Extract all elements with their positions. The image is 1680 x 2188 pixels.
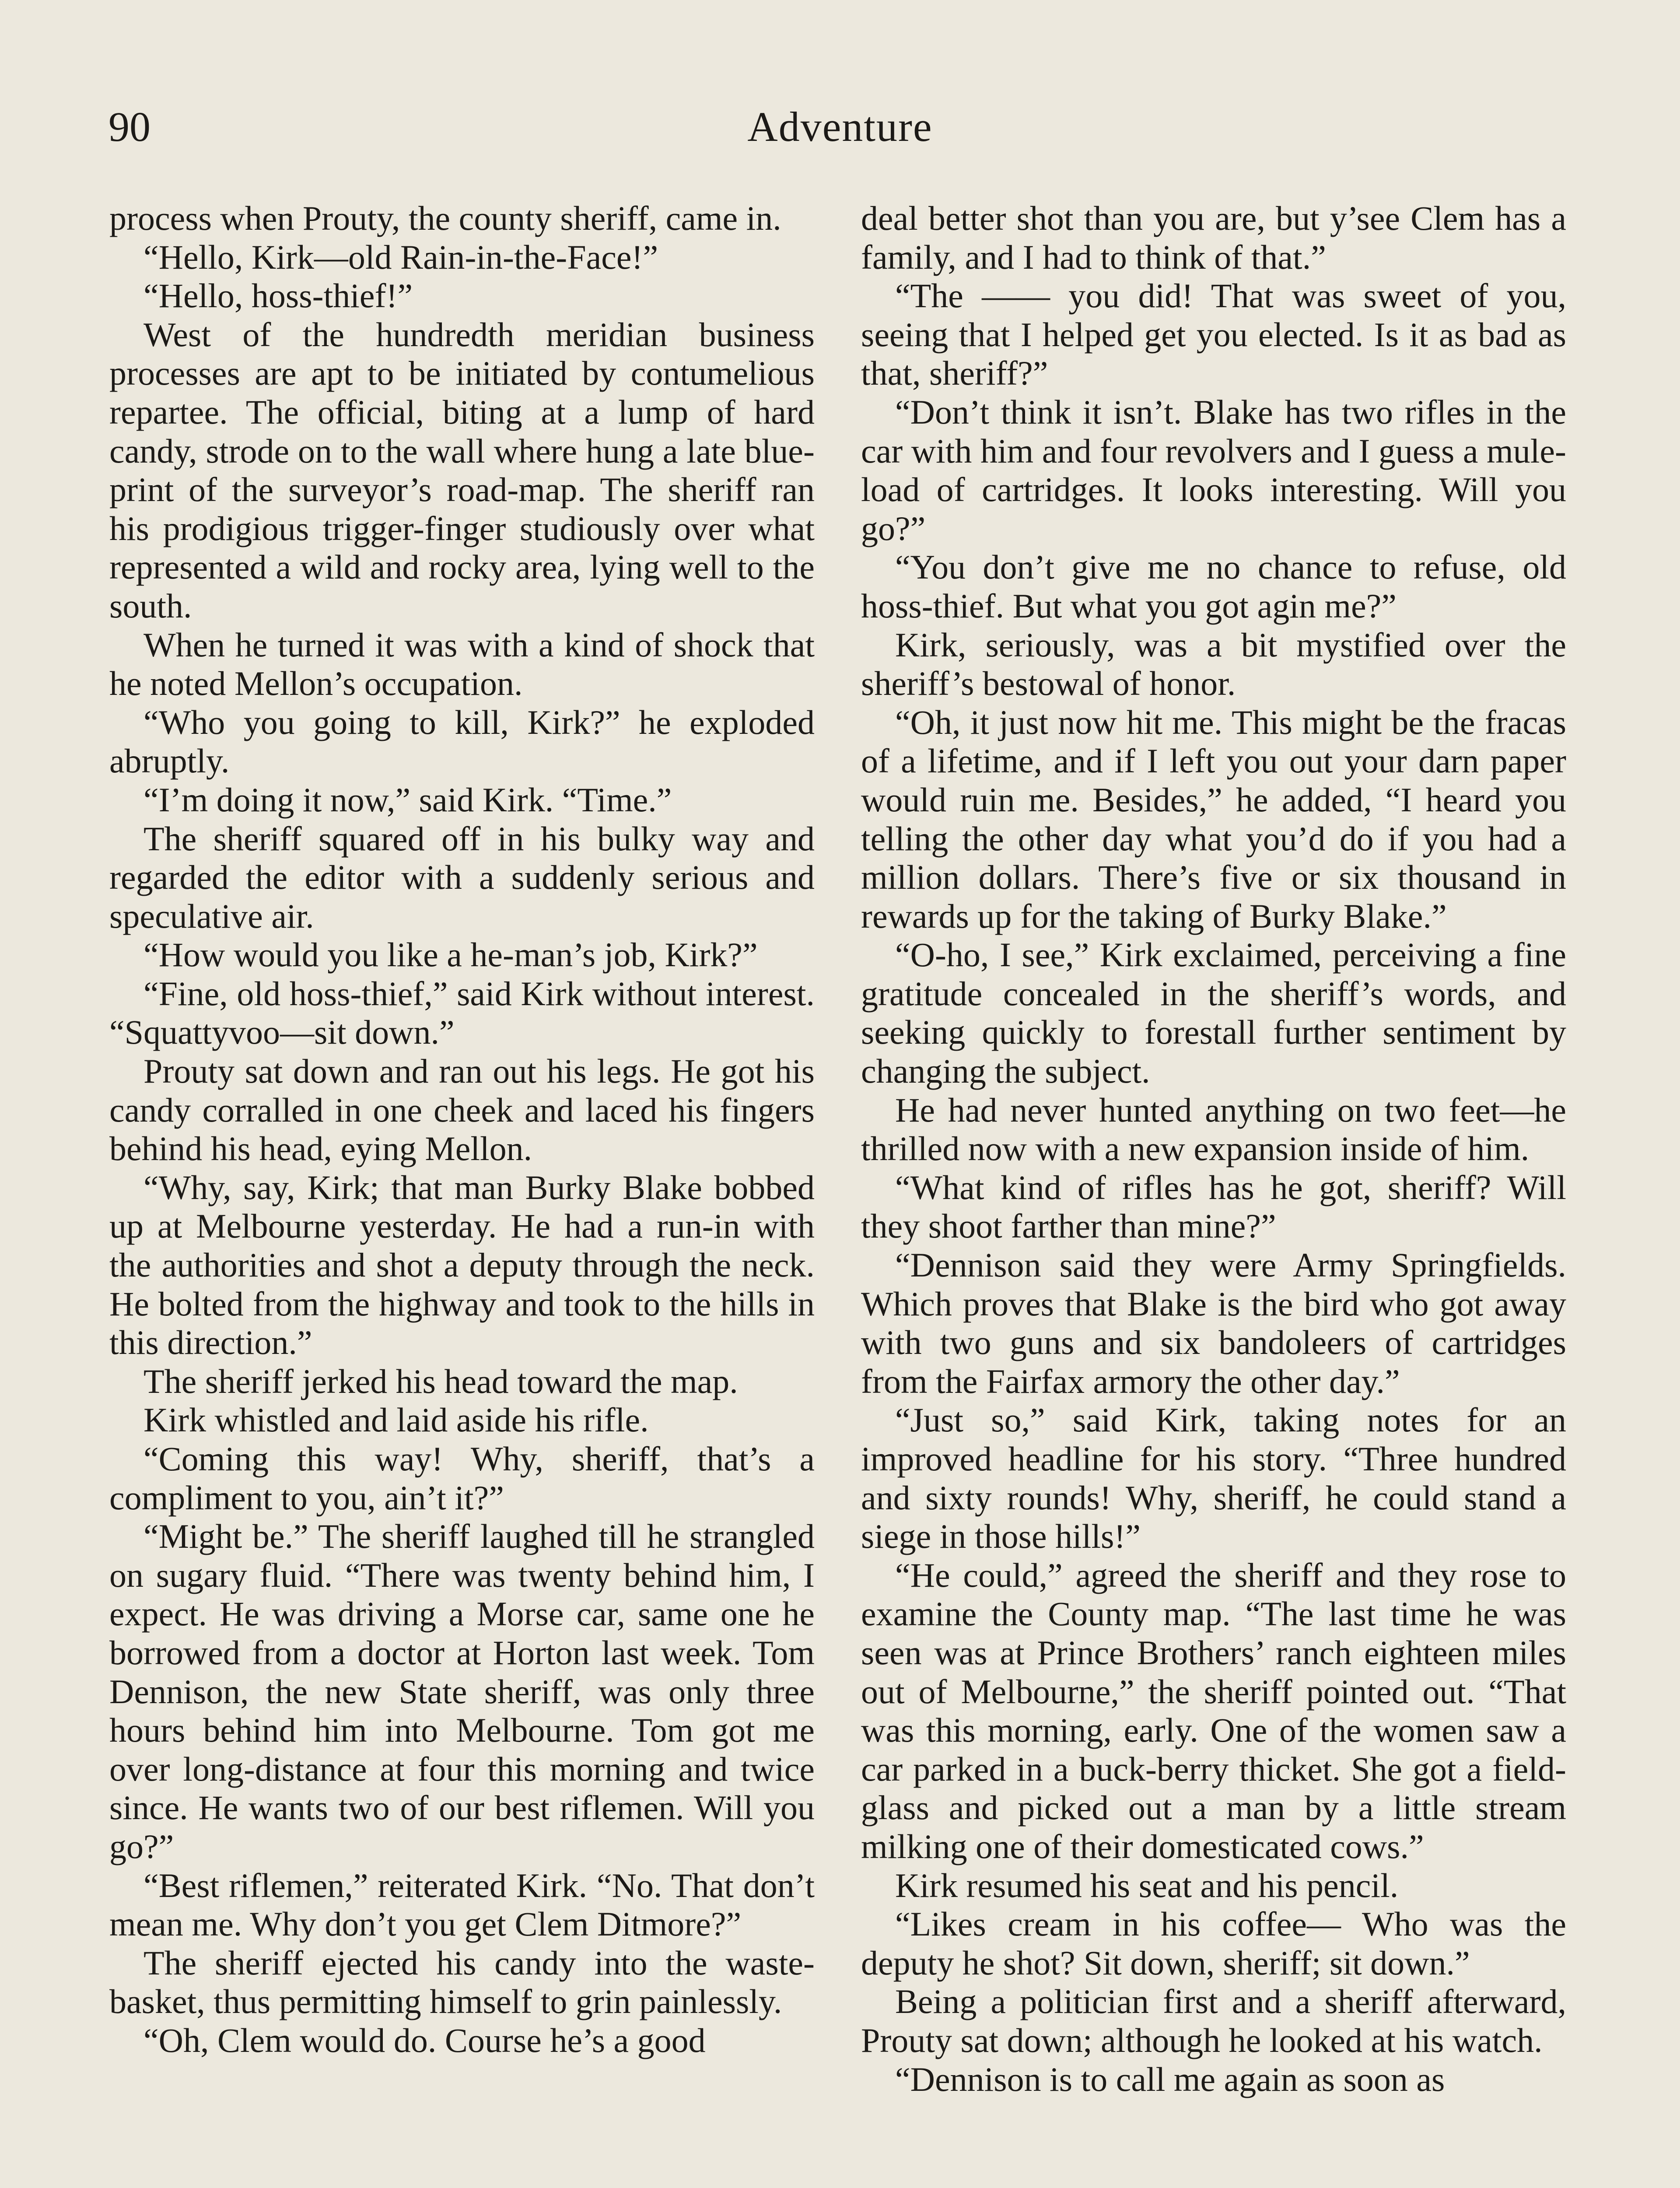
- paragraph: “What kind of rifles has he got, sheriff? Will they shoot farther than mine?”: [861, 1168, 1566, 1245]
- paragraph: “Don’t think it isn’t. Blake has two rifles in the car with him and four revolvers and I guess a mule-load of cartridges. It looks interesting. Will you go?”: [861, 393, 1566, 547]
- paragraph: The sheriff ejected his candy into the waste-basket, thus permitting himself to grin painlessly.: [109, 1943, 815, 2021]
- paragraph: West of the hundredth meridian business processes are apt to be initiated by contumelious repartee. The official, biting at a lump of hard candy, strode on to the wall where hung a late blue-print of the surveyor’s road-map. The sheriff ran his prodigious trigger-finger studiously over what represented a wild and rocky area, lying well to the south.: [109, 315, 815, 625]
- paragraph: “Hello, Kirk—old Rain-in-the-Face!”: [144, 238, 658, 276]
- paragraph: Kirk resumed his seat and his pencil.: [895, 1866, 1399, 1904]
- paragraph: “Coming this way! Why, sheriff, that’s a compliment to you, ain’t it?”: [109, 1440, 815, 1517]
- paragraph: “Fine, old hoss-thief,” said Kirk without interest. “Squattyvoo—sit down.”: [109, 974, 815, 1052]
- paragraph: “Might be.” The sheriff laughed till he strangled on sugary fluid. “There was twenty behind him, I expect. He was driving a Morse car, same one he borrowed from a doctor at Horton last week. Tom Dennison, the new State sheriff, was only three hours behind him into Melbourne. Tom got me over long-distance at four this morning and twice since. He wants two of our best riflemen. Will you go?”: [109, 1517, 815, 1865]
- paragraph: “Who you going to kill, Kirk?” he exploded abruptly.: [109, 703, 815, 780]
- left-column: [109, 199, 815, 2060]
- paragraph: “I’m doing it now,” said Kirk. “Time.”: [144, 780, 672, 819]
- paragraph: “You don’t give me no chance to refuse, old hoss-thief. But what you got agin me?”: [861, 548, 1566, 625]
- paragraph: Being a politician first and a sheriff afterward, Prouty sat down; although he looked at his watch.: [861, 1982, 1566, 2059]
- page-number: 90: [108, 103, 150, 150]
- paragraph: The sheriff jerked his head toward the map.: [144, 1362, 738, 1400]
- right-column: [861, 199, 1566, 2099]
- paragraph: “The —— you did! That was sweet of you, seeing that I helped get you elected. Is it as bad as that, sheriff?”: [861, 277, 1566, 393]
- paragraph: He had never hunted anything on two feet—he thrilled now with a new expansion inside of him.: [861, 1090, 1566, 1168]
- paragraph: “Dennison said they were Army Springfields. Which proves that Blake is the bird who got away with two guns and six bandoleers of cartridges from the Fairfax armory the other day.”: [861, 1246, 1566, 1400]
- paragraph: “Hello, hoss-thief!”: [144, 277, 413, 315]
- paragraph: The sheriff squared off in his bulky way and regarded the editor with a suddenly serious and speculative air.: [109, 819, 815, 935]
- paragraph: When he turned it was with a kind of shock that he noted Mellon’s occupation.: [109, 625, 815, 703]
- paragraph: “Just so,” said Kirk, taking notes for an improved headline for his story. “Three hundred and sixty rounds! Why, sheriff, he could stand a siege in those hills!”: [861, 1401, 1566, 1556]
- paragraph: “Oh, it just now hit me. This might be the fracas of a lifetime, and if I left you out your darn paper would ruin me. Besides,” he added, “I heard you telling the other day what you’d do if you had a million dollars. There’s five or six thousand in rewards up for the taking of Burky Blake.”: [861, 703, 1566, 935]
- paragraph: deal better shot than you are, but y’see Clem has a family, and I had to think of that.”: [861, 199, 1566, 276]
- page-header: [105, 96, 1575, 158]
- paragraph: “How would you like a he-man’s job, Kirk?”: [144, 936, 758, 974]
- paragraph: process when Prouty, the county sheriff, came in.: [109, 199, 781, 237]
- paragraph: “Oh, Clem would do. Course he’s a good: [144, 2021, 706, 2059]
- paragraph: “O-ho, I see,” Kirk exclaimed, perceiving a fine gratitude concealed in the sheriff’s words, and seeking quickly to forestall further sentiment by changing the subject.: [861, 936, 1566, 1090]
- paragraph: “Likes cream in his coffee— Who was the deputy he shot? Sit down, sheriff; sit down.”: [861, 1905, 1566, 1982]
- page-title: Adventure: [747, 103, 933, 150]
- paragraph: Kirk, seriously, was a bit mystified over the sheriff’s bestowal of honor.: [861, 625, 1566, 703]
- paragraph: Kirk whistled and laid aside his rifle.: [144, 1401, 649, 1439]
- paragraph: “He could,” agreed the sheriff and they rose to examine the County map. “The last time he was seen was at Prince Brothers’ ranch eighteen miles out of Melbourne,” the sheriff pointed out. “That was this morning, early. One of the women saw a car parked in a buck-berry thicket. She got a field-glass and picked out a man by a little stream milking one of their domesticated cows.”: [861, 1556, 1566, 1865]
- paragraph: “Best riflemen,” reiterated Kirk. “No. That don’t mean me. Why don’t you get Clem Ditmore?”: [109, 1866, 815, 1943]
- paragraph: “Why, say, Kirk; that man Burky Blake bobbed up at Melbourne yesterday. He had a run-in with the authorities and shot a deputy through the neck. He bolted from the highway and took to the hills in this direction.”: [109, 1168, 815, 1362]
- paragraph: “Dennison is to call me again as soon as: [895, 2060, 1445, 2098]
- paragraph: Prouty sat down and ran out his legs. He got his candy corralled in one cheek and laced his fingers behind his head, eying Mellon.: [109, 1052, 815, 1168]
